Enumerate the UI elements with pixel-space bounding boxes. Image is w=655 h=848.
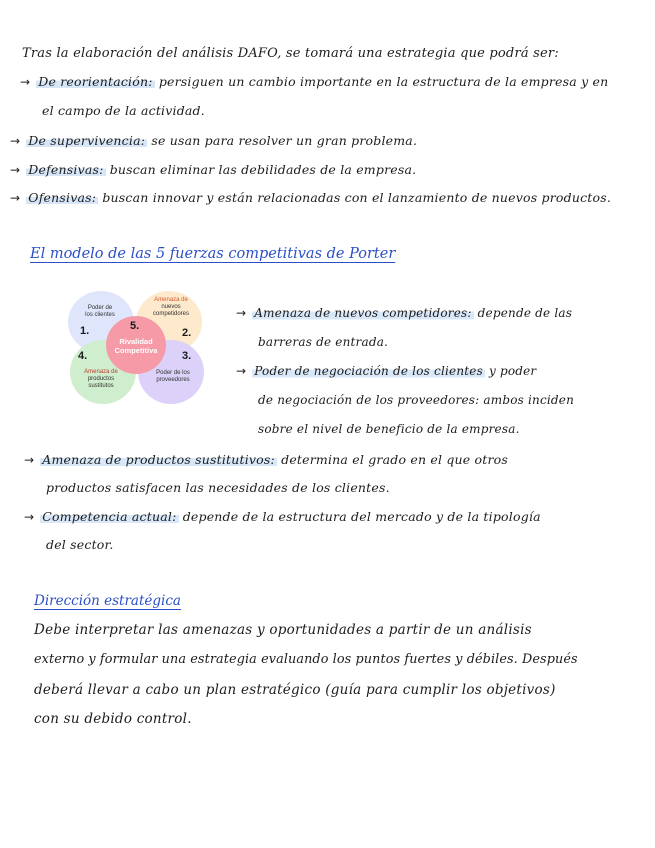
- circle-label: nuevos: [161, 304, 181, 310]
- item-label: De supervivencia:: [28, 133, 146, 148]
- item-text: determina el grado en el que otros: [281, 452, 509, 467]
- item-text: depende de la estructura del mercado y de la tipología: [182, 509, 541, 524]
- direccion-line: deberá llevar a cabo un plan estratégico (guía para cumplir los objetivos): [34, 682, 556, 698]
- item-text: depende de las: [477, 306, 573, 320]
- circle-label: Rivalidad: [119, 337, 153, 346]
- arrow-icon: →: [24, 510, 35, 524]
- circle-label: sustitutos: [88, 383, 114, 389]
- circle-label: los clientes: [85, 312, 115, 318]
- circle-label: Poder de los: [156, 370, 190, 376]
- circle-label: proveedores: [156, 377, 190, 383]
- circle-number: 1.: [80, 325, 90, 337]
- item-label: Amenaza de productos sustitutivos:: [42, 452, 275, 467]
- item-text: persiguen un cambio importante en la estructura de la empresa y en: [158, 74, 609, 89]
- circle-rivalidad: [106, 316, 166, 374]
- arrow-icon: →: [10, 191, 21, 205]
- circle-label: Poder de: [87, 305, 113, 311]
- arrow-icon: →: [10, 134, 21, 148]
- item-text: buscan innovar y están relacionadas con el lanzamiento de nuevos productos.: [102, 190, 612, 205]
- direccion-line: Debe interpretar las amenazas y oportunidades a partir de un análisis: [34, 622, 532, 638]
- circle-number: 3.: [182, 350, 192, 362]
- item-label: Amenaza de nuevos competidores:: [254, 306, 472, 320]
- porter-competencia-actual: [24, 509, 541, 524]
- item-continuation: el campo de la actividad.: [42, 103, 205, 118]
- item-continuation: sobre el nivel de beneficio de la empresa.: [258, 422, 520, 436]
- circle-label: competidores: [152, 311, 190, 317]
- arrow-icon: →: [24, 453, 35, 467]
- arrow-icon: →: [236, 364, 247, 378]
- porter-poder-clientes: [236, 364, 536, 378]
- circle-label: productos: [87, 376, 115, 382]
- item-reorientacion: [20, 74, 608, 89]
- circle-number: 4.: [78, 350, 88, 362]
- item-label: Competencia actual:: [42, 509, 177, 524]
- item-label: Poder de negociación de los clientes: [254, 364, 483, 378]
- item-defensivas: [10, 162, 416, 177]
- intro-line: Tras la elaboración del análisis DAFO, se tomará una estrategia que podrá ser:: [22, 46, 559, 61]
- item-text: y poder: [488, 364, 537, 378]
- circle-label: Competitiva: [114, 346, 158, 355]
- direccion-line: con su debido control.: [34, 711, 192, 727]
- arrow-icon: →: [10, 163, 21, 177]
- circle-number: 5.: [130, 320, 140, 332]
- item-label: De reorientación:: [38, 74, 153, 89]
- item-label: Ofensivas:: [28, 190, 97, 205]
- direccion-line: externo y formular una estrategia evaluando los puntos fuertes y débiles. Después: [34, 652, 578, 667]
- item-continuation: del sector.: [46, 537, 114, 552]
- circle-label: Amenaza de: [154, 297, 188, 303]
- item-continuation: barreras de entrada.: [258, 335, 389, 349]
- direccion-title: Dirección estratégica: [34, 593, 181, 609]
- circle-number: 2.: [182, 327, 192, 339]
- porter-title: El modelo de las 5 fuerzas competitivas de Porter: [30, 246, 396, 262]
- item-ofensivas: [10, 190, 611, 205]
- arrow-icon: →: [236, 306, 247, 320]
- item-continuation: de negociación de los proveedores: ambos inciden: [258, 393, 575, 407]
- porter-sustitutivos: [24, 452, 508, 467]
- item-label: Defensivas:: [28, 162, 104, 177]
- item-supervivencia: [10, 133, 417, 148]
- arrow-icon: →: [20, 75, 31, 89]
- item-text: se usan para resolver un gran problema.: [151, 133, 418, 148]
- circle-label: Amenaza de: [84, 369, 118, 375]
- item-text: buscan eliminar las debilidades de la empresa.: [109, 162, 417, 177]
- porter-nuevos-competidores: [236, 306, 572, 320]
- item-continuation: productos satisfacen las necesidades de los clientes.: [46, 480, 390, 495]
- porter-diagram: [66, 288, 212, 408]
